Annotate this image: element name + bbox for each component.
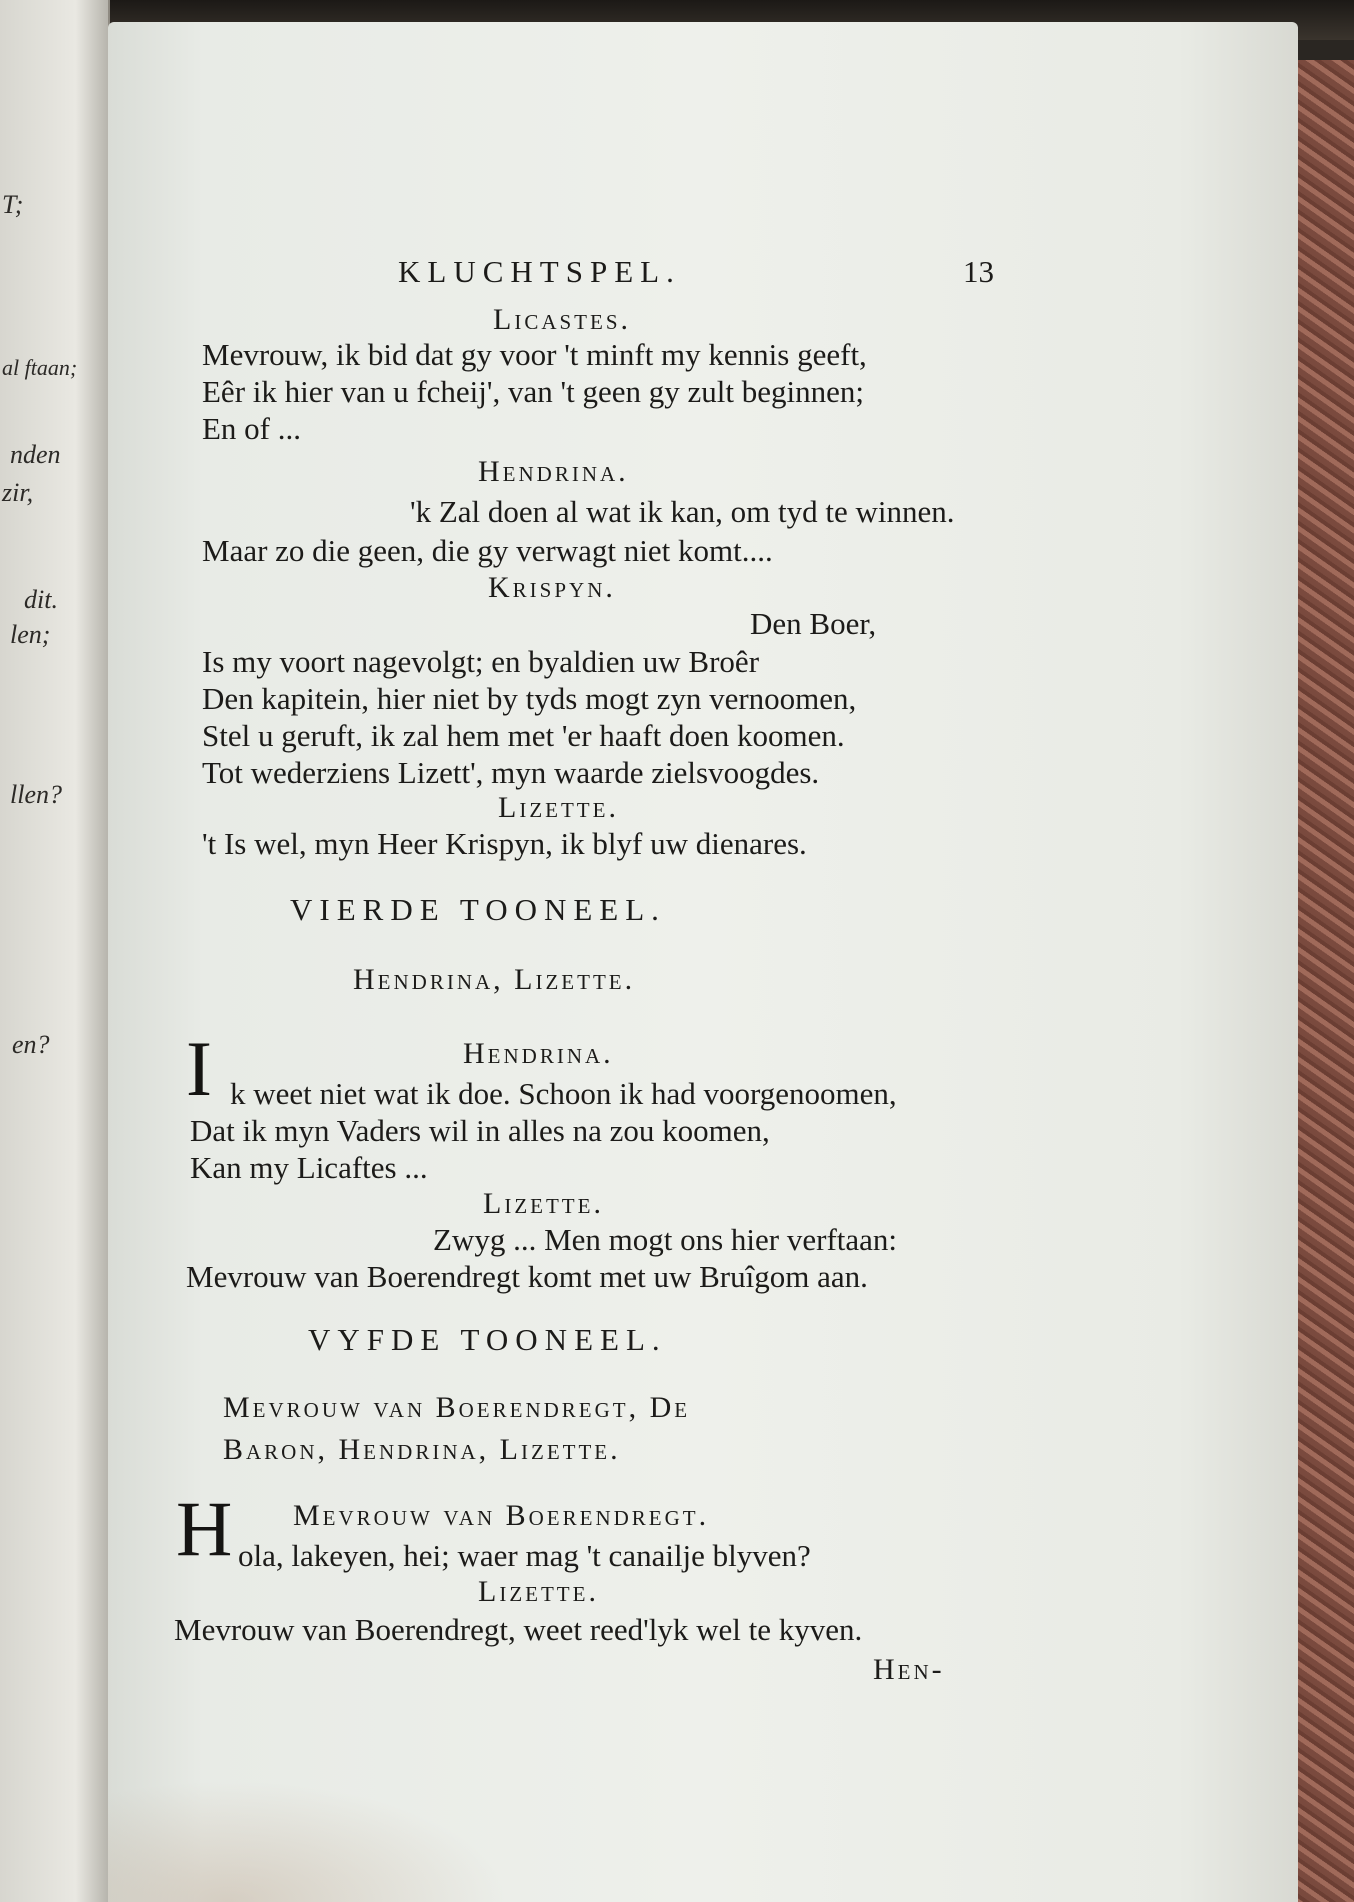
verse-line: Den kapitein, hier niet by tyds mogt zyn vernoomen,	[202, 681, 857, 716]
running-head: KLUCHTSPEL.	[398, 254, 681, 289]
verse-line: Is my voort nagevolgt; en byaldien uw Broêr	[202, 644, 760, 679]
verse-line: Eêr ik hier van u fcheij', van 't geen gy zult beginnen;	[202, 374, 864, 409]
speaker-name: Krispyn.	[488, 571, 616, 604]
speaker-name: Lizette.	[478, 1575, 599, 1608]
verse-line: Tot wederziens Lizett', myn waarde zielsvoogdes.	[202, 755, 820, 790]
drop-cap: I	[186, 1025, 212, 1112]
book-page	[108, 22, 1298, 1902]
speaker-name: Licastes.	[493, 303, 632, 336]
left-fragment: llen?	[10, 780, 62, 809]
left-fragment: al ftaan;	[2, 355, 78, 380]
left-fragment: nden	[10, 440, 61, 469]
verse-line: Dat ik myn Vaders wil in alles na zou koomen,	[190, 1113, 770, 1148]
scene-cast: Hendrina, Lizette.	[353, 963, 636, 996]
drop-cap: H	[176, 1485, 233, 1572]
left-fragment: T;	[2, 190, 24, 219]
left-page-edge	[0, 0, 110, 1902]
speaker-name: Hendrina.	[463, 1037, 614, 1070]
verse-line: Stel u geruft, ik zal hem met 'er haaft doen koomen.	[202, 718, 845, 753]
speaker-name: Mevrouw van Boerendregt.	[293, 1499, 710, 1532]
left-fragment: zir,	[2, 478, 34, 507]
page-shadow	[108, 1780, 508, 1902]
left-fragment: dit.	[24, 585, 58, 614]
verse-line: 'k Zal doen al wat ik kan, om tyd te winnen.	[410, 494, 955, 529]
verse-line: Mevrouw van Boerendregt komt met uw Bruîgom aan.	[186, 1259, 868, 1294]
verse-line: Kan my Licaftes ...	[190, 1150, 428, 1185]
verse-line: k weet niet wat ik doe. Schoon ik had voorgenoomen,	[230, 1076, 897, 1111]
verse-line: En of ...	[202, 411, 302, 446]
speaker-name: Hendrina.	[478, 455, 629, 488]
scene-heading: VYFDE TOONEEL.	[308, 1322, 667, 1357]
verse-line: 't Is wel, myn Heer Krispyn, ik blyf uw dienares.	[202, 826, 807, 861]
verse-line: Maar zo die geen, die gy verwagt niet komt....	[202, 533, 773, 568]
speaker-name: Lizette.	[483, 1187, 604, 1220]
verse-line: Mevrouw, ik bid dat gy voor 't minft my kennis geeft,	[202, 337, 867, 372]
left-fragment: len;	[10, 620, 51, 649]
scene-cast: Baron, Hendrina, Lizette.	[223, 1433, 621, 1466]
scene-cast: Mevrouw van Boerendregt, De	[223, 1391, 691, 1424]
verse-line: Den Boer,	[750, 606, 877, 641]
speaker-name: Lizette.	[498, 791, 619, 824]
verse-line: Zwyg ... Men mogt ons hier verftaan:	[433, 1222, 898, 1257]
verse-line: ola, lakeyen, hei; waer mag 't canailje blyven?	[238, 1538, 811, 1573]
catchword: Hen-	[873, 1653, 945, 1686]
left-fragment: en?	[12, 1030, 50, 1059]
scene-heading: VIERDE TOONEEL.	[290, 892, 666, 927]
page-number: 13	[963, 254, 994, 289]
verse-line: Mevrouw van Boerendregt, weet reed'lyk wel te kyven.	[174, 1612, 863, 1647]
